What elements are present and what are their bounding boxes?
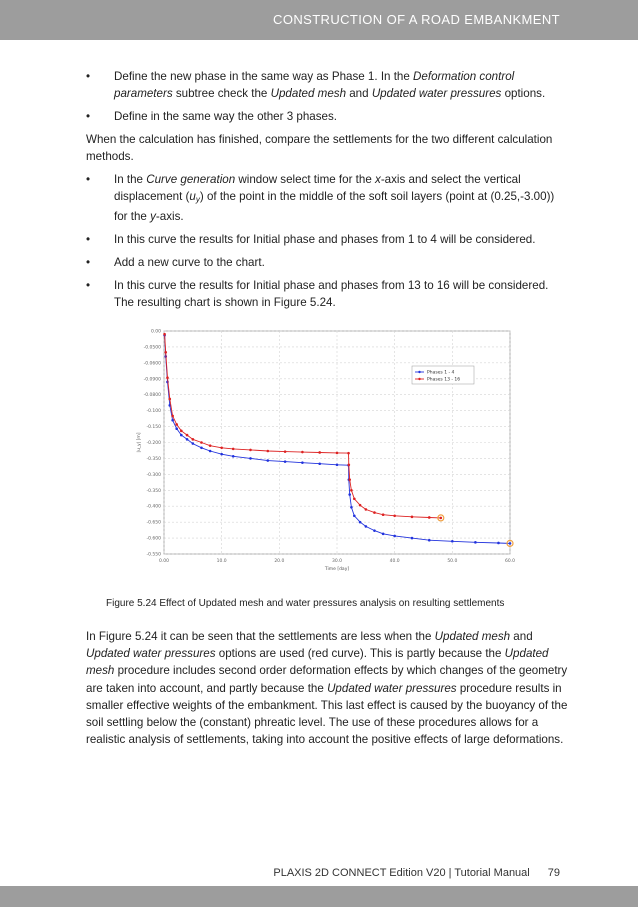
data-point	[373, 511, 376, 514]
bullet-text	[114, 256, 265, 269]
data-point	[440, 517, 443, 520]
bullet-text	[114, 110, 337, 123]
bullet-item	[86, 254, 566, 271]
text-run: Define the new phase in the same way as Phase 1. In the	[114, 70, 414, 83]
y-tick-label: -0.650	[146, 520, 161, 526]
data-point	[474, 541, 477, 544]
y-tick-label: -0.600	[146, 536, 161, 542]
data-point	[411, 516, 414, 519]
data-point	[267, 450, 270, 453]
text-run: Add a new curve to the chart.	[114, 256, 265, 269]
text-run: In this curve the results for Initial phase and phases from 13 to 16 will be considered. The resulting chart is shown in Figure 5.24.	[114, 279, 549, 309]
data-point	[220, 453, 223, 456]
text-run: procedure results in smaller effective weights of the embankment. This last effect is caused by the buoyancy of the soil settling below the (constant) phreatic level. The use of these procedures allows for a realistic analysis of settlements, taking into account the positive effects of large deformations.	[86, 681, 568, 747]
data-point	[175, 427, 178, 430]
data-point	[284, 460, 287, 463]
y-tick-label: -0.400	[146, 504, 161, 510]
bullet-item	[86, 277, 566, 311]
x-tick-label: 60.0	[504, 559, 516, 564]
data-point	[451, 540, 454, 543]
bullet-list-bottom	[86, 171, 566, 311]
text-run: options are used (red curve). This is partly because the	[215, 647, 505, 661]
data-point	[382, 533, 385, 536]
data-point	[200, 441, 203, 444]
y-tick-label: -0.0500	[143, 345, 161, 351]
text-run: Define in the same way the other 3 phases.	[114, 110, 337, 123]
y-tick-label: 0.00	[150, 329, 161, 335]
data-point	[359, 504, 362, 507]
text-run: procedure includes second order deformation effects by which changes of the geometry are taken into account, and partly because the	[86, 664, 568, 695]
x-axis-label: Time [day]	[324, 567, 350, 572]
data-point	[393, 535, 396, 538]
data-point	[348, 493, 351, 496]
italic-text: x	[375, 173, 381, 186]
data-point	[359, 521, 362, 524]
data-point	[232, 455, 235, 458]
text-run: -axis and select the vertical displacement (	[114, 173, 521, 203]
x-tick-label: 10.0	[216, 559, 227, 564]
bullet-item	[86, 231, 566, 248]
data-point	[232, 448, 235, 451]
data-point	[180, 434, 183, 437]
bullet-item	[86, 108, 566, 125]
data-point	[318, 451, 321, 454]
data-point	[348, 464, 351, 467]
y-axis-label: |u_y| [m]	[137, 432, 142, 453]
x-tick-label: 50.0	[447, 559, 458, 564]
italic-text: Updated water pressures	[86, 647, 216, 661]
data-point	[192, 438, 195, 441]
data-point	[171, 415, 174, 418]
legend-marker	[418, 371, 420, 373]
header-bar	[0, 0, 638, 40]
italic-text: u	[189, 190, 196, 203]
data-point	[209, 450, 212, 453]
data-point	[209, 444, 212, 447]
footer-manual-title: PLAXIS 2D CONNECT Edition V20 | Tutorial Manual	[273, 867, 530, 879]
bullet-marker: •	[86, 70, 91, 83]
data-point	[509, 542, 512, 545]
text-run: In the	[114, 173, 147, 186]
y-tick-label: -0.550	[146, 552, 161, 558]
legend-label: Phases 13 - 16	[427, 377, 461, 383]
text-run: and	[346, 87, 372, 100]
data-point	[180, 430, 183, 433]
data-point	[411, 537, 414, 540]
y-tick-label: -0.0900	[143, 377, 161, 383]
bullet-marker: •	[86, 110, 91, 123]
bullet-item	[86, 171, 566, 225]
y-tick-label: -0.100	[146, 409, 161, 415]
bullet-text	[114, 70, 545, 100]
bullet-item	[86, 68, 566, 102]
x-tick-label: 0.00	[158, 559, 170, 564]
italic-text: y	[150, 210, 156, 223]
legend-marker	[418, 378, 420, 380]
data-point	[365, 525, 368, 528]
data-point	[200, 447, 203, 450]
data-point	[350, 489, 353, 492]
data-point	[301, 451, 304, 454]
italic-text: y	[195, 195, 200, 204]
data-point	[249, 449, 252, 452]
data-point	[373, 529, 376, 532]
data-point	[348, 478, 351, 481]
text-run: and	[510, 630, 533, 643]
data-point	[301, 461, 304, 464]
data-point	[350, 506, 353, 509]
data-point	[164, 351, 167, 354]
x-tick-label: 30.0	[331, 559, 343, 564]
data-point	[318, 462, 321, 465]
data-point	[347, 452, 350, 455]
data-point	[428, 516, 431, 519]
page-footer	[273, 867, 560, 879]
bullet-marker: •	[86, 233, 91, 246]
data-point	[220, 447, 223, 450]
data-point	[428, 539, 431, 542]
y-tick-label: -0.200	[146, 441, 161, 446]
figure-caption: Figure 5.24 Effect of Updated mesh and water pressures analysis on resulting settlements	[106, 598, 505, 609]
y-tick-label: -0.0800	[143, 393, 161, 399]
y-tick-label: -0.300	[146, 472, 161, 478]
text-run: -axis.	[155, 210, 184, 223]
bullet-text	[114, 279, 548, 309]
data-point	[186, 438, 189, 441]
data-point	[186, 434, 189, 437]
data-point	[365, 508, 368, 511]
data-point	[393, 514, 396, 517]
text-run: ) of the point in the middle of the soft soil layers (point at (0.25,-3.00)) for the	[114, 190, 555, 223]
chart-svg	[128, 326, 523, 574]
data-point	[192, 442, 195, 445]
italic-text: Updated mesh	[86, 647, 549, 678]
text-run: In this curve the results for Initial phase and phases from 1 to 4 will be considered.	[114, 233, 536, 246]
data-point	[249, 457, 252, 460]
data-point	[353, 497, 356, 500]
data-point	[168, 398, 171, 401]
paragraph-conclusion	[86, 628, 570, 748]
italic-text: Updated mesh	[270, 87, 347, 100]
y-tick-label: -0.150	[146, 425, 161, 431]
data-point	[284, 450, 287, 453]
data-point	[175, 423, 178, 426]
bullet-marker: •	[86, 279, 91, 292]
data-point	[336, 452, 339, 455]
settlement-chart	[128, 326, 523, 574]
bullet-list-top	[86, 68, 566, 125]
bullet-marker: •	[86, 256, 91, 269]
text-run: In Figure 5.24 it can be seen that the settlements are less when the	[86, 630, 435, 643]
bullet-text	[114, 173, 554, 223]
italic-text: Updated water pressures	[371, 87, 502, 100]
data-point	[336, 464, 339, 467]
text-run: options.	[501, 87, 546, 100]
bullet-marker: •	[86, 173, 91, 186]
italic-text: Updated water pressures	[327, 681, 457, 695]
y-tick-label: -0.350	[146, 456, 161, 462]
footer-bar	[0, 886, 638, 907]
bullet-text	[114, 233, 535, 246]
text-run: window select time for the	[235, 173, 376, 186]
italic-text: Deformation control parameters	[114, 70, 515, 100]
italic-text: Curve generation	[146, 173, 236, 186]
y-tick-label: -0.0600	[143, 361, 161, 367]
text-run: subtree check the	[172, 87, 271, 100]
page-number: 79	[547, 867, 560, 879]
running-header-title: CONSTRUCTION OF A ROAD EMBANKMENT	[273, 12, 560, 27]
x-tick-label: 40.0	[389, 559, 400, 564]
legend-label: Phases 1 - 4	[427, 370, 455, 376]
data-point	[166, 376, 169, 379]
data-point	[163, 333, 166, 336]
data-point	[497, 542, 500, 545]
data-point	[382, 513, 385, 516]
y-tick-label: -0.350	[146, 488, 161, 494]
data-point	[171, 419, 174, 422]
data-point	[267, 459, 270, 462]
italic-text: Updated mesh	[434, 630, 511, 643]
data-point	[353, 514, 356, 517]
paragraph-compare: When the calculation has finished, compare the settlements for the two different calculation methods.	[86, 133, 553, 163]
main-content	[86, 68, 566, 317]
x-tick-label: 20.0	[274, 559, 285, 564]
